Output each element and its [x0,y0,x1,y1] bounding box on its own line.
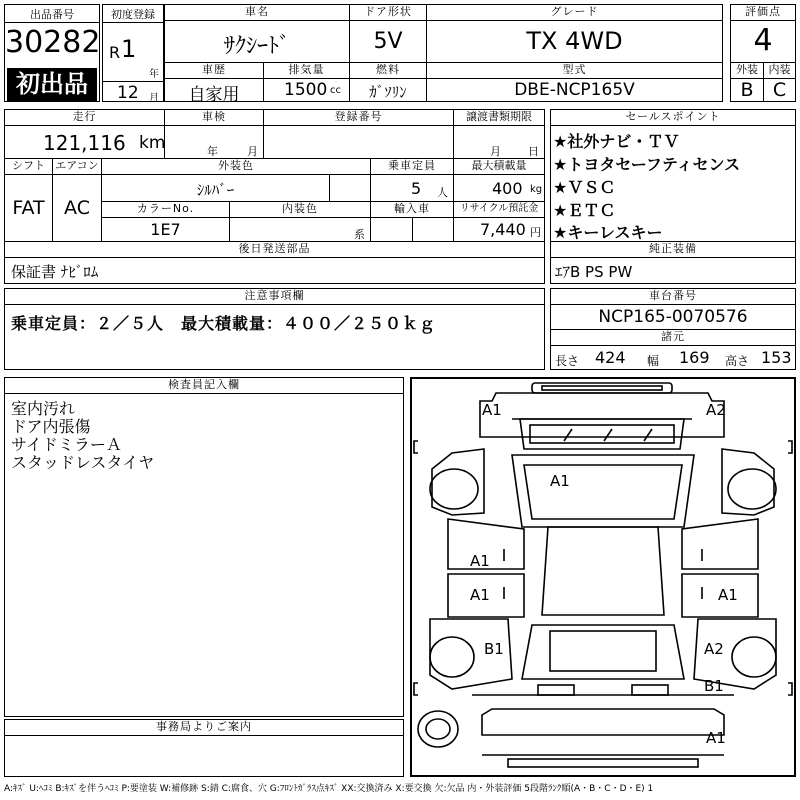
capacity: 5 [411,179,422,198]
transfer-month-unit: 月 [490,145,501,158]
ac: AC [64,197,90,219]
color-no-label: カラーNo. [101,201,230,218]
color-no-cell [101,217,230,242]
displacement: 1500 [284,80,328,100]
mileage-cell [4,125,165,159]
first-reg-label: 初度登録 [111,8,155,21]
later-parts-cell [4,257,545,284]
int-cell [763,78,796,102]
inspector-line: サイドミラーＡ [11,435,122,454]
recycle-fee: 7,440 [480,220,526,239]
sales-points-box [550,125,796,242]
length: 424 [595,348,626,367]
dims-label: 諸元 [550,329,796,346]
fuel-label: 燃料 [349,62,427,79]
ext-label: 外装 [730,62,764,79]
notes-label: 注意事項欄 [4,288,545,305]
width-label: 幅 [647,354,660,368]
capacity-cell [370,174,454,202]
car-outline-svg [412,379,794,775]
history-cell [164,78,264,105]
length-label: 長さ [555,354,580,368]
reg-month: 12 [117,83,139,103]
mileage-unit: km [139,133,166,153]
displacement-unit: cc [330,85,341,96]
notes-cell [4,304,545,370]
height-label: 高さ [725,354,750,368]
inspector-line: ドア内張傷 [11,417,91,436]
chassis-label: 車台番号 [550,288,796,305]
import-cell-a [370,217,413,242]
inspector-label: 検査員記入欄 [4,377,404,394]
shift-cell [4,174,53,242]
era-year: 1 [121,35,137,63]
sales-point: ★ＥＴＣ [553,201,616,220]
equipment: ｴｱB PS PW [555,263,633,281]
damage-rear-left: B1 [484,640,504,658]
mileage: 121,116 [43,131,126,155]
damage-front-left: A1 [482,401,502,419]
damage-door-left-rear: A1 [470,586,490,604]
inspection-cell [164,125,264,159]
later-parts-label: 後日発送部品 [4,241,545,258]
fuel-cell [349,78,427,102]
load-label: 最大積載量 [453,158,545,175]
color-cell [101,174,330,202]
fuel: ｶﾞｿﾘﾝ [369,83,407,101]
lot-label: 出品番号 [30,8,74,21]
reg-no-label: 登録番号 [263,109,454,126]
sales-point: ★キーレスキー [553,223,663,242]
recycle-label: リサイクル預託金 [453,201,545,218]
era: R [109,43,121,62]
car-name-cell [164,20,350,63]
recycle-cell [453,217,545,242]
equipment-label: 純正装備 [550,241,796,258]
width: 169 [679,348,710,367]
door-label: ドア形状 [349,4,427,21]
model-code: DBE-NCP165V [514,80,635,100]
exterior-color: ｼﾙﾊﾞｰ [196,181,235,199]
damage-rear-right-1: A2 [704,640,724,658]
displacement-label: 排気量 [263,62,350,79]
model-cell [426,78,723,102]
damage-rear-bumper: A1 [706,729,726,747]
interior-color-label: 内装色 [229,201,371,218]
sales-points-label: セールスポイント [550,109,796,126]
sales-point: ★ＶＳＣ [553,178,616,197]
year-unit: 年 [149,69,159,80]
inspector-line: スタッドレスタイヤ [11,453,155,472]
first-reg-box [102,4,164,102]
ext-cell [730,78,764,102]
chassis-number: NCP165-0070576 [598,307,748,327]
lot-box [4,4,100,102]
dims-cell [550,345,796,370]
shift-label: シフト [4,158,53,175]
load-cell [453,174,545,202]
score: 4 [753,23,773,58]
transfer-cell [453,125,545,159]
damage-door-right-rear: A1 [718,586,738,604]
grade-cell [426,20,723,63]
car-diagram [410,377,796,777]
capacity-label: 乗車定員 [370,158,454,175]
chassis-cell [550,304,796,330]
car-name-label: 車名 [164,4,350,21]
equipment-cell [550,257,796,284]
later-parts: 保証書 ﾅﾋﾞﾛﾑ [11,263,99,281]
inspector-cell [4,393,404,717]
import-label: 輸入車 [370,201,454,218]
door-type: 5V [373,29,403,54]
inspector-line: 室内汚れ [11,399,76,418]
damage-door-left-front: A1 [470,552,490,570]
int-label: 内装 [763,62,796,79]
first-listing-badge: 初出品 [7,68,97,101]
score-label: 評価点 [730,4,796,21]
damage-rear-right-2: B1 [704,677,724,695]
damage-front-right: A2 [706,401,726,419]
reg-no-cell [263,125,454,159]
ac-label: エアコン [52,158,102,175]
score-cell [730,20,796,63]
sales-point: ★トヨタセーフティセンス [553,155,741,174]
legend-text: A:ｷｽﾞ U:ﾍｺﾐ B:ｷｽﾞを伴うﾍｺﾐ P:要塗装 W:補修跡 S:錆 C:腐食、穴 G:ﾌﾛﾝﾄｶﾞﾗｽ点ｷｽﾞ XX:交換済み X:要交換 欠:欠品 内・外装評価 5段階ﾗﾝｸ順(A・B・C・D・E) 1 [4,784,654,794]
history: 自家用 [188,85,240,105]
displacement-cell [263,78,350,102]
transfer-day-unit: 日 [528,145,539,158]
history-label: 車歴 [164,62,264,79]
transfer-label: 譲渡書類期限 [453,109,545,126]
office-label: 事務局よりご案内 [4,719,404,736]
sales-point: ★社外ナビ・ＴＶ [553,132,680,151]
office-cell [4,735,404,777]
inspection-label: 車検 [164,109,264,126]
interior-color-cell [229,217,371,242]
damage-roof: A1 [550,472,570,490]
grade-label: グレード [426,4,723,21]
interior-unit: 系 [354,228,365,241]
lot-number: 30282 [5,25,101,60]
int-grade: C [772,79,787,101]
mileage-label: 走行 [4,109,165,126]
insp-month-unit: 月 [247,145,258,158]
ext-grade: B [740,79,754,101]
door-cell [349,20,427,63]
model-label: 型式 [426,62,723,79]
recycle-unit: 円 [530,226,541,239]
grade: TX 4WD [526,27,623,55]
load-unit: kg [530,184,543,195]
insp-year-unit: 年 [207,145,218,158]
height: 153 [761,348,792,367]
color-no: 1E7 [150,220,181,239]
color-extra-cell [329,174,371,202]
capacity-unit: 人 [437,186,448,199]
ac-cell [52,174,102,242]
color-label: 外装色 [101,158,371,175]
car-name: ｻｸｼｰﾄﾞ [223,34,290,59]
max-load: 400 [492,179,523,198]
notes-text: 乗車定員：２／５人 最大積載量：４００／２５０ｋｇ [11,314,437,333]
month-unit: 月 [149,93,159,104]
import-cell-b [412,217,454,242]
shift: FAT [12,197,45,219]
